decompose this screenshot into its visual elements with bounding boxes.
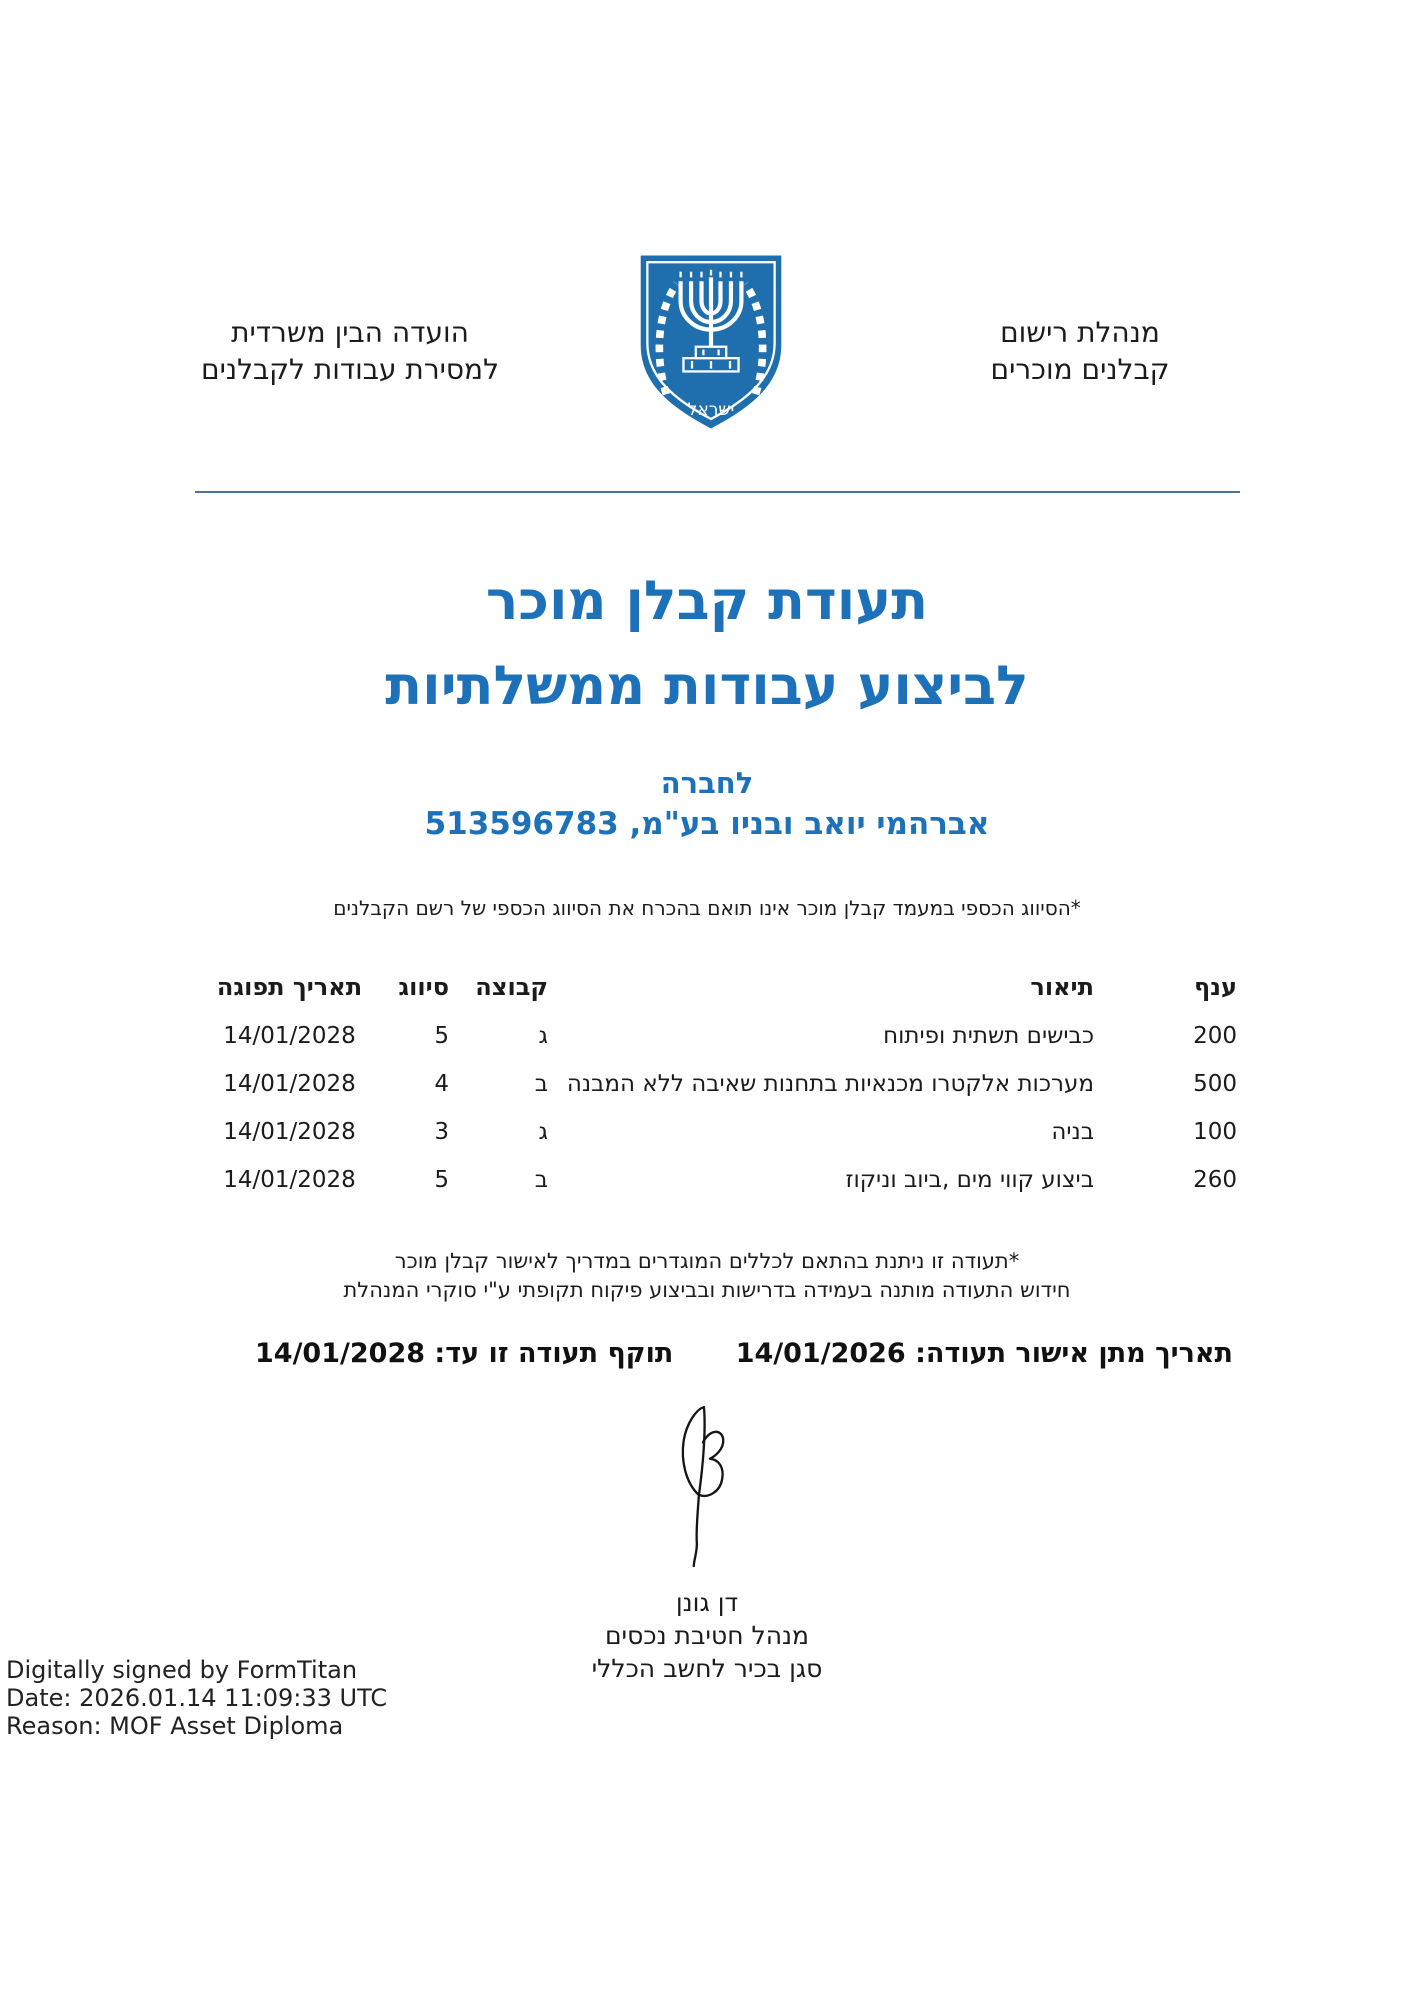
header-classification: סיווג [398,973,449,1001]
table-row [175,1012,1239,1060]
emblem-caption: ישראל [687,400,735,421]
table-row [175,1156,1239,1204]
table-row [175,1108,1239,1156]
classification-cell: 5 [434,1167,449,1193]
table-header-row [175,962,1239,1012]
digital-signature-date: Date: 2026.01.14 11:09:33 UTC [6,1684,388,1712]
org-right-line2: קבלנים מוכרים [990,353,1170,386]
classification-cell: 4 [434,1071,449,1097]
classification-cell: 3 [434,1119,449,1145]
company-name: אברהמי יואב ובניו בע"מ, 513596783 [424,806,990,842]
financial-classification-note: *הסיווג הכספי במעמד קבלן מוכר אינו תואם בהכרח את הסיווג הכספי של רשם הקבלנים [333,896,1081,920]
header-expiry-date: תאריך תפוגה [216,973,363,1001]
header-divider [195,491,1240,493]
description-cell: ביצוע קווי מים ,ביוב וניקוז [845,1167,1094,1193]
israel-state-emblem-icon [635,250,787,434]
org-right-line1: מנהלת רישום [1000,316,1160,349]
branch-cell: 200 [1193,1023,1237,1049]
header-group: קבוצה [475,973,548,1001]
org-left-line1: הועדה הבין משרדית [231,316,469,349]
terms-line2: חידוש התעודה מותנה בעמידה בדרישות ובביצוע פיקוח תקופתי ע"י סוקרי המנהלת [343,1278,1071,1302]
recipient-label: לחברה [660,766,754,800]
table-row [175,1060,1239,1108]
branch-cell: 500 [1193,1071,1237,1097]
org-left-line2: למסירת עבודות לקבלנים [201,353,499,386]
terms-line1: *תעודה זו ניתנת בהתאם לכללים המוגדרים במדריך לאישור קבלן מוכר [394,1249,1020,1273]
registration-administration-block [900,314,1260,388]
digital-signature-reason: Reason: MOF Asset Diploma [6,1712,344,1740]
branch-cell: 260 [1193,1167,1237,1193]
expiry-cell: 14/01/2028 [223,1023,356,1049]
header-description: תיאור [1030,973,1094,1001]
certificate-title-line1: תעודת קבלן מוכר [485,569,929,632]
certificate-terms [0,1247,1414,1305]
header-branch: ענף [1193,973,1237,1001]
classification-cell: 5 [434,1023,449,1049]
description-cell: מערכות אלקטרו מכנאיות בתחנות שאיבה ללא המבנה [566,1071,1094,1097]
signatory-name: דן גונן [675,1588,739,1617]
group-cell: ג [538,1119,548,1145]
certificate-title [0,558,1414,728]
expiry-cell: 14/01/2028 [223,1167,356,1193]
group-cell: ב [534,1167,548,1193]
inter-ministerial-committee-block [170,314,530,388]
group-cell: ב [534,1071,548,1097]
valid-until-date: תוקף תעודה זו עד: 14/01/2028 [255,1338,674,1369]
signatory-title2: סגן בכיר לחשב הכללי [591,1654,823,1683]
certificate-title-line2: לביצוע עבודות ממשלתיות [385,654,1029,717]
signatory-title1: מנהל חטיבת נכסים [604,1621,810,1650]
expiry-cell: 14/01/2028 [223,1071,356,1097]
description-cell: כבישים תשתית ופיתוח [883,1023,1094,1049]
branch-cell: 100 [1193,1119,1237,1145]
digital-signature-block [6,1656,387,1740]
issue-date: תאריך מתן אישור תעודה: 14/01/2026 [735,1338,1233,1369]
description-cell: בניה [1051,1119,1094,1145]
expiry-cell: 14/01/2028 [223,1119,356,1145]
classification-table [175,962,1239,1204]
group-cell: ג [538,1023,548,1049]
digital-signature-signer: Digitally signed by FormTitan [6,1656,358,1684]
handwritten-signature [676,1402,740,1570]
